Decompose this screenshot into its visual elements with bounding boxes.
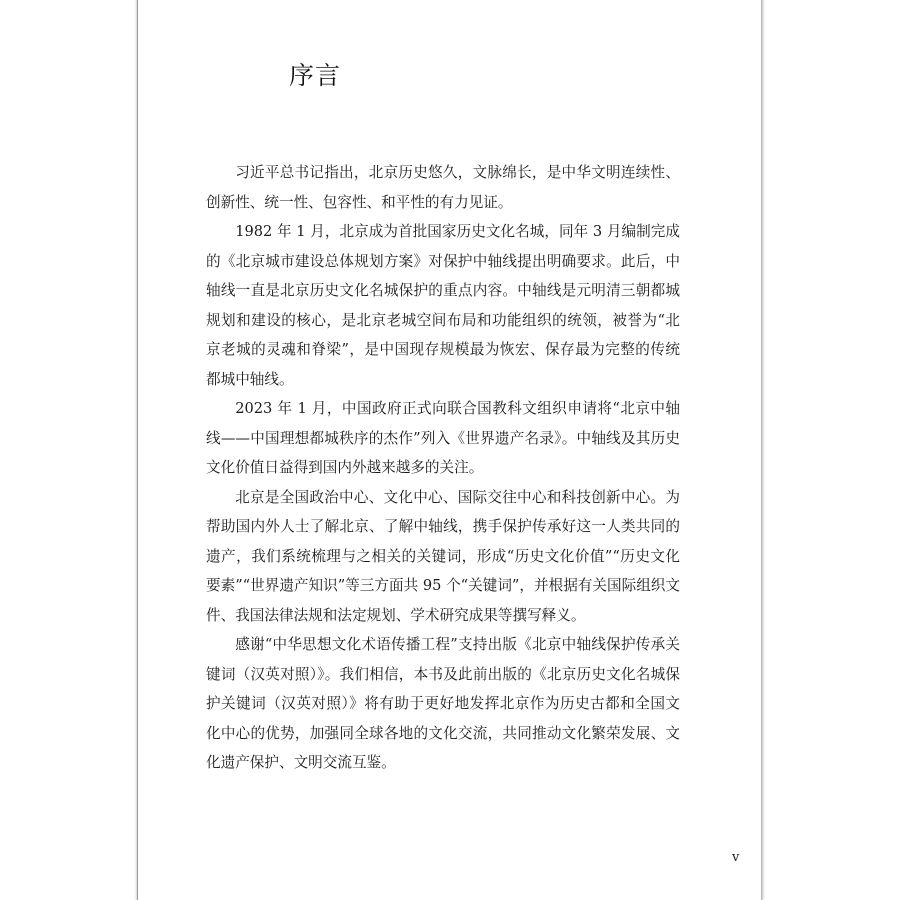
page-number: v <box>732 850 740 865</box>
paragraph-1: 习近平总书记指出，北京历史悠久，文脉绵长，是中华文明连续性、创新性、统一性、包容性、和平性的有力见证。 <box>206 164 680 211</box>
paragraph-2: 1982 年 1 月，北京成为首批国家历史文化名城，同年 3 月编制完成的《北京城市建设总体规划方案》对保护中轴线提出明确要求。此后，中轴线一直是北京历史文化名城保护的重点内容。中轴线是元明清三朝都城规划和建设的核心，是北京老城空间布局和功能组织的统领，被誉为“北京老城的灵魂和脊梁”，是中国现存规模最为恢宏、保存最为完整的传统都城中轴线。 <box>206 223 680 388</box>
paragraph-5: 感谢“中华思想文化术语传播工程”支持出版《北京中轴线保护传承关键词（汉英对照）》。我们相信，本书及此前出版的《北京历史文化名城保护关键词（汉英对照）》将有助于更好地发挥北京作为历史古都和全国文化中心的优势，加强同全球各地的文化交流，共同推动文化繁荣发展、文化遗产保护、文明交流互鉴。 <box>206 636 680 771</box>
paragraph-4: 北京是全国政治中心、文化中心、国际交往中心和科技创新中心。为帮助国内外人士了解北京、了解中轴线，携手保护传承好这一人类共同的遗产，我们系统梳理与之相关的关键词，形成“历史文化价值”“历史文化要素”“世界遗产知识”等三方面共 95 个“关键词”，并根据有关国际组织文件、我国法律法规和法定规划、学术研究成果等撰写释义。 <box>206 488 680 624</box>
page-title: 序言 <box>289 61 342 90</box>
book-page <box>137 0 762 900</box>
paragraph-3: 2023 年 1 月，中国政府正式向联合国教科文组织申请将“北京中轴线——中国理想都城秩序的杰作”列入《世界遗产名录》。中轴线及其历史文化价值日益得到国内外越来越多的关注。 <box>206 400 680 476</box>
body-text <box>206 158 680 778</box>
